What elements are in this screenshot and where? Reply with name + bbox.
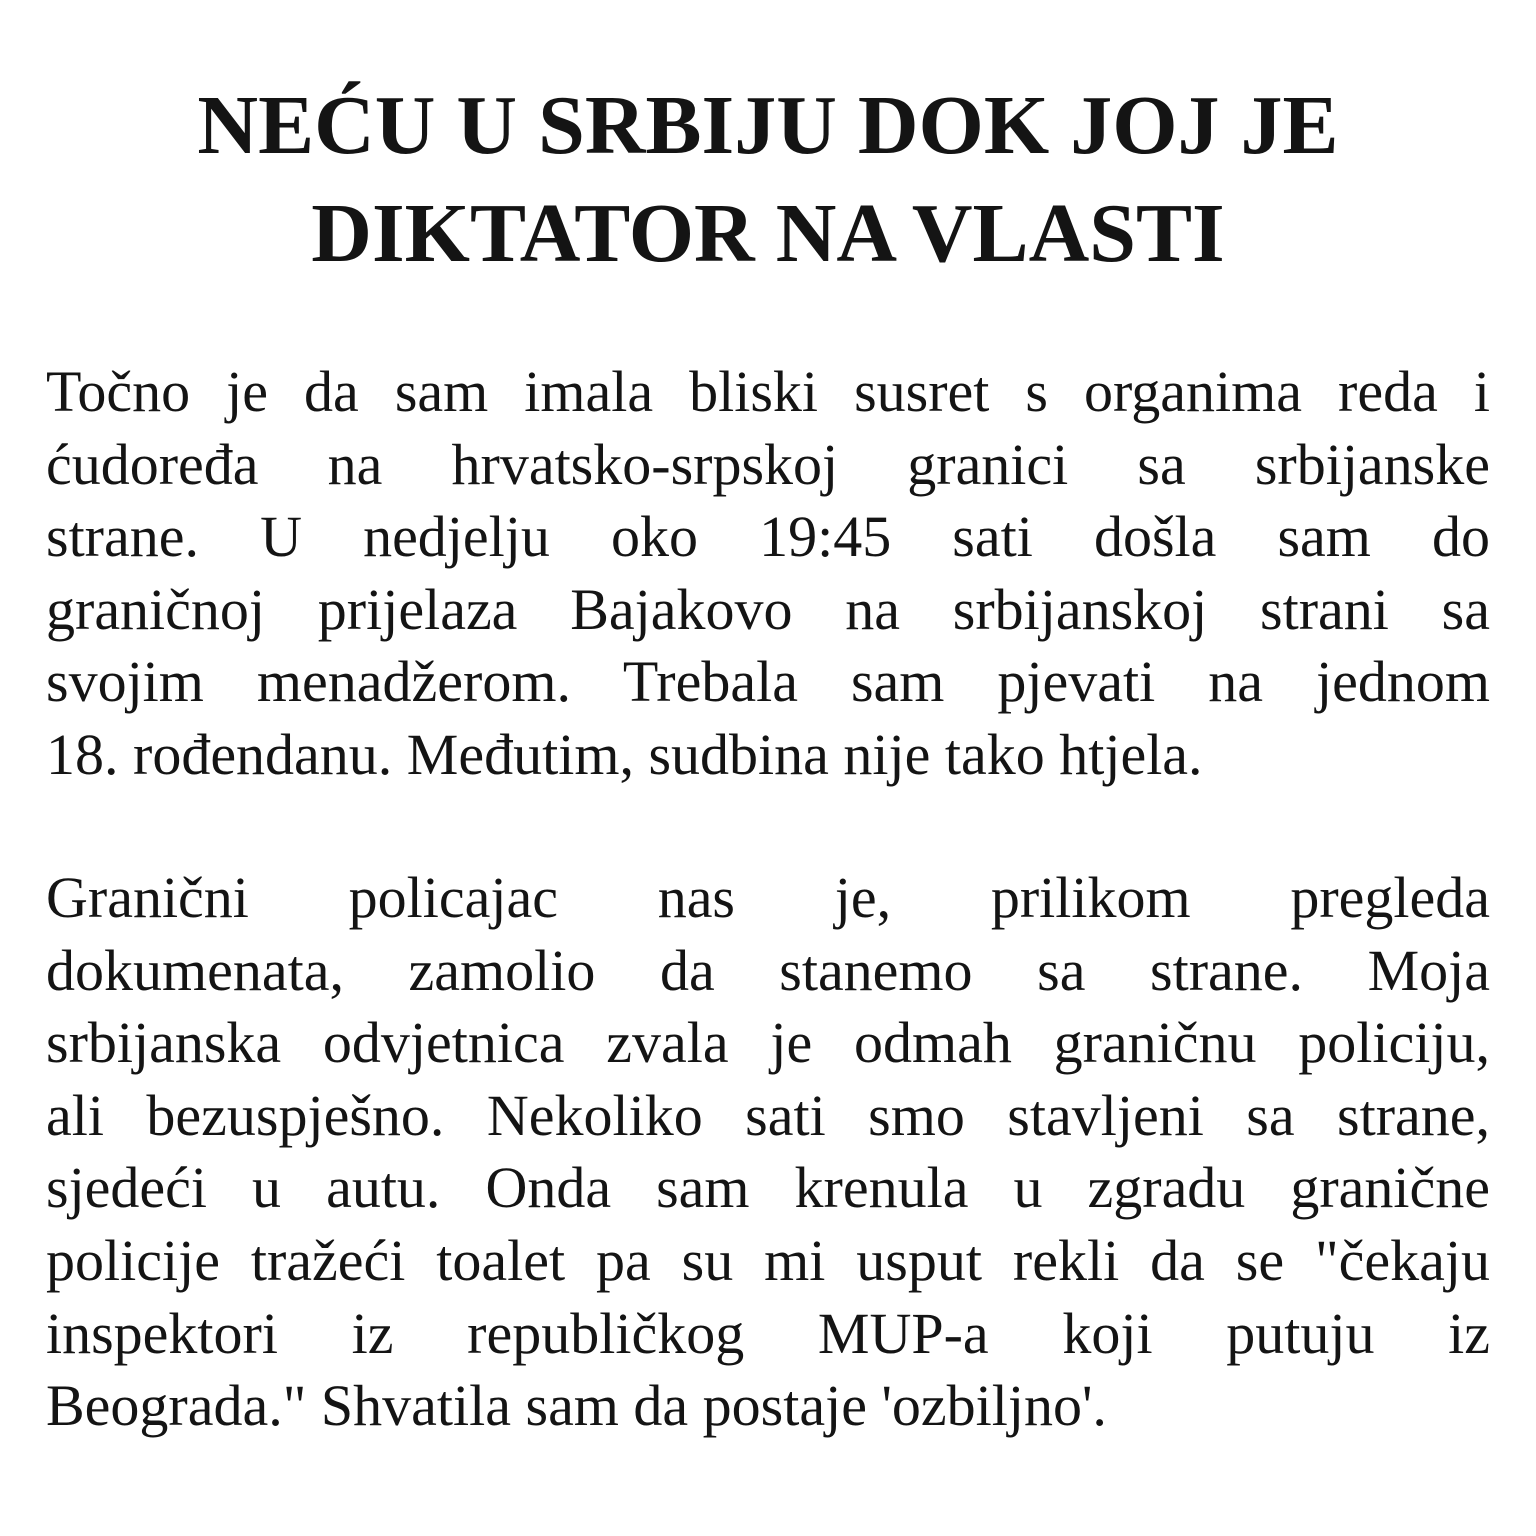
paragraph-line: policije tražeći toalet pa su mi usput rekli da se "čekaju	[46, 1227, 1490, 1293]
title-line: NEĆU U SRBIJU DOK JOJ JE	[197, 79, 1339, 172]
paragraph-line: ćudoređa na hrvatsko-srpskoj granici sa srbijanske	[46, 431, 1490, 497]
title-line: DIKTATOR NA VLASTI	[311, 187, 1225, 280]
paragraph-line: svojim menadžerom. Trebala sam pjevati na jednom	[46, 649, 1490, 715]
paragraph-1	[46, 356, 1490, 792]
paragraph-line: 18. rođendanu. Međutim, sudbina nije tako htjela.	[46, 721, 1203, 787]
article-title	[100, 72, 1436, 288]
paragraph-line: Točno je da sam imala bliski susret s organima reda i	[46, 359, 1490, 424]
paragraph-line: Beograda." Shvatila sam da postaje 'ozbiljno'.	[46, 1373, 1107, 1439]
paragraph-line: ali bezuspješno. Nekoliko sati smo stavljeni sa strane,	[46, 1082, 1490, 1148]
paragraph-line: Granični policajac nas je, prilikom pregleda	[46, 865, 1490, 930]
paragraph-line: dokumenata, zamolio da stanemo sa strane. Moja	[46, 937, 1490, 1003]
paragraph-line: srbijanska odvjetnica zvala je odmah graničnu policiju,	[46, 1010, 1490, 1076]
paragraph-line: inspektori iz republičkog MUP-a koji putuju iz	[46, 1300, 1490, 1366]
paragraph-line: graničnoj prijelaza Bajakovo na srbijanskoj strani sa	[46, 576, 1490, 642]
paragraph-2	[46, 862, 1490, 1443]
paragraph-line: strane. U nedjelju oko 19:45 sati došla sam do	[46, 504, 1490, 570]
paragraph-line: sjedeći u autu. Onda sam krenula u zgradu granične	[46, 1155, 1490, 1221]
